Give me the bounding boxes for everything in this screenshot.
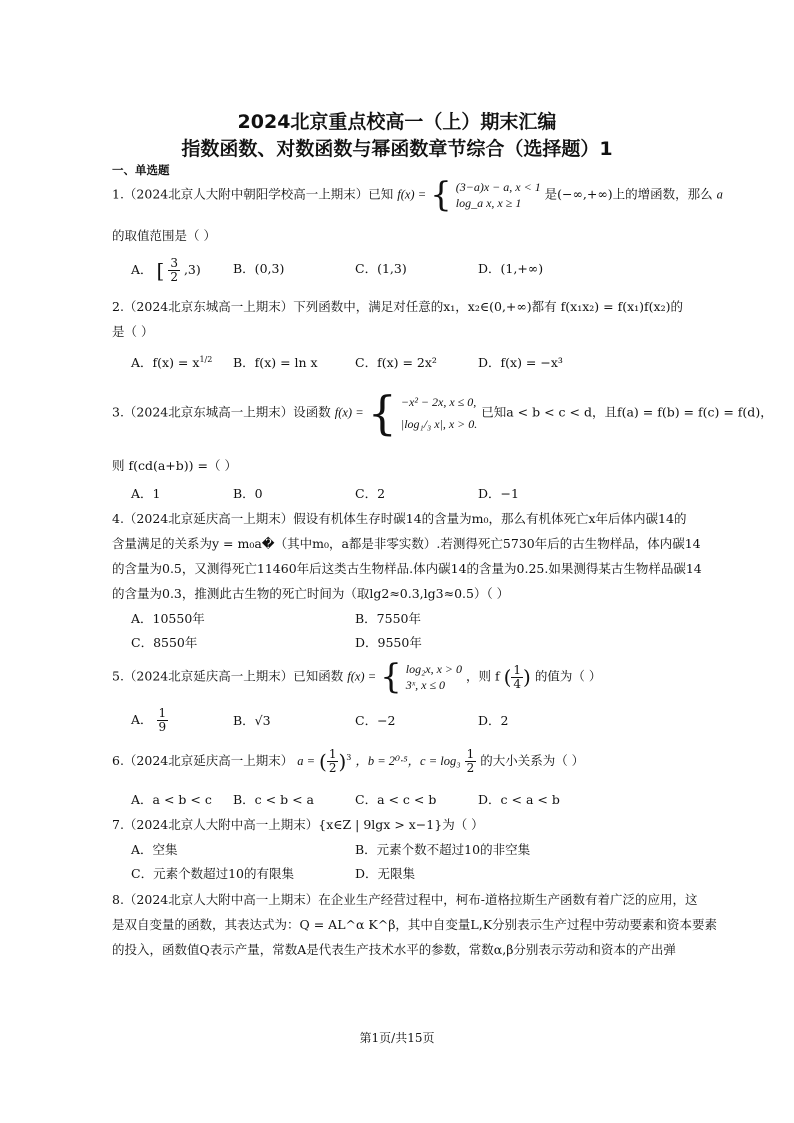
fraction-numerator: 1 xyxy=(466,747,475,761)
question-2-line-2: 是（ ） xyxy=(112,324,154,339)
q5-option-a xyxy=(131,707,168,734)
question-3-line-2: 则 f(cd(a+b)) =（ ） xyxy=(112,458,237,473)
piece-2: |log₁/₃ x|, x > 0. xyxy=(400,417,478,431)
fraction xyxy=(327,748,339,775)
question-1 xyxy=(112,175,723,215)
function-label: f(x) = xyxy=(397,187,427,202)
fraction-denominator: 2 xyxy=(170,270,178,284)
question-4-line-1: 4.（2024北京延庆高一上期末）假设有机体生存时碳14的含量为m₀，那么有机体死亡x年后体内碳14的 xyxy=(112,511,687,526)
fraction-numerator: 1 xyxy=(328,747,337,761)
piecewise-brace: { xyxy=(430,175,452,215)
piece-1: −x² − 2x, x ≤ 0, xyxy=(400,395,477,409)
q7-option-d: D．无限集 xyxy=(355,866,416,881)
question-2: 2.（2024北京东城高一上期末）下列函数中，满足对任意的x₁，x₂∈(0,+∞)都有 f(x₁x₂) = f(x₁)f(x₂)的 xyxy=(112,299,683,314)
expression-a: a = xyxy=(297,754,316,768)
variable-a: a xyxy=(716,187,723,202)
page-number: 第1页/共15页 xyxy=(359,1031,435,1045)
exponent: 3 xyxy=(346,752,352,762)
exponent: 1/2 xyxy=(199,354,213,364)
piecewise-definition xyxy=(406,661,462,693)
piece-2: 3ˣ, x ≤ 0 xyxy=(405,678,446,692)
question-5-mid: ，则 f xyxy=(466,668,500,684)
fraction xyxy=(157,707,169,734)
question-4-line-3: 的含量为0.5，又测得死亡11460年后这类古生物样品.体内碳14的含量为0.25.如果测得某古生物样品碳14 xyxy=(112,561,702,576)
q3-option-d: D．−1 xyxy=(478,486,519,501)
question-6-prefix: 6.（2024北京延庆高一上期末） xyxy=(112,753,294,768)
q3-option-c: C．2 xyxy=(355,486,386,501)
piecewise-definition xyxy=(456,179,541,211)
q1-option-d: D．(1,+∞) xyxy=(478,261,544,276)
q4-option-d: D．9550年 xyxy=(355,635,422,650)
question-1-prefix: 1.（2024北京人大附中朝阳学校高一上期末）已知 xyxy=(112,186,394,202)
question-5-suffix: 的值为（ ） xyxy=(534,668,602,684)
q4-option-b: B．7550年 xyxy=(355,611,421,626)
bracket: [ xyxy=(156,258,165,283)
q2-option-a xyxy=(131,353,212,371)
question-5-prefix: 5.（2024北京延庆高一上期末）已知函数 xyxy=(112,668,344,684)
option-rest: ,3) xyxy=(183,262,201,277)
q5-option-d: D．2 xyxy=(478,713,509,728)
fraction-denominator: 2 xyxy=(328,761,337,775)
q4-option-a: A．10550年 xyxy=(131,611,205,626)
question-6-suffix: 的大小关系为（ ） xyxy=(480,753,585,768)
q1-option-b: B．(0,3) xyxy=(233,261,285,276)
document-subtitle: 指数函数、对数函数与幂函数章节综合（选择题）1 xyxy=(181,138,613,160)
question-1-suffix: 是(−∞,+∞)上的增函数，那么 xyxy=(544,186,713,202)
fraction-numerator: 1 xyxy=(158,706,167,720)
q6-option-c: C．a < c < b xyxy=(355,792,437,807)
q4-option-c: C．8550年 xyxy=(131,635,198,650)
question-4-line-2: 含量满足的关系为y = m₀a�（其中m₀，a都是非零实数）.若测得死亡5730年后的古生物样品，体内碳14 xyxy=(112,536,701,551)
question-8-line-2: 是双自变量的函数，其表达式为：Q = AL^α K^β，其中自变量L,K分别表示生产过程中劳动要素和资本要素 xyxy=(112,917,718,932)
question-1-line-2: 的取值范围是（ ） xyxy=(112,228,216,243)
piece-2: log_a x, x ≥ 1 xyxy=(455,196,522,210)
piece-1: log₂x, x > 0 xyxy=(405,662,463,676)
question-4-line-4: 的含量为0.3，推测此古生物的死亡时间为（取lg2≈0.3,lg3≈0.5）（ ） xyxy=(112,586,510,601)
piecewise-brace: { xyxy=(380,657,402,697)
piecewise-definition xyxy=(401,391,477,435)
question-3-suffix: 已知a < b < c < d，且f(a) = f(b) = f(c) = f(d)， xyxy=(481,404,773,420)
question-6 xyxy=(112,748,584,775)
fraction-numerator: 3 xyxy=(170,256,178,270)
fraction xyxy=(465,748,477,775)
question-8-line-1: 8.（2024北京人大附中高一上期末）在企业生产经营过程中，柯布-道格拉斯生产函数有着广泛的应用，这 xyxy=(112,892,698,907)
paren-right: ) xyxy=(523,665,531,689)
q1-option-c: C．(1,3) xyxy=(355,261,407,276)
fraction-denominator: 4 xyxy=(513,676,522,691)
q6-option-b: B．c < b < a xyxy=(233,792,314,807)
piecewise-brace: { xyxy=(367,386,397,440)
q7-option-b: B．元素个数不超过10的非空集 xyxy=(355,842,531,857)
q7-option-c: C．元素个数超过10的有限集 xyxy=(131,866,294,881)
question-8-line-3: 的投入，函数值Q表示产量，常数A是代表生产技术水平的参数，常数α,β分别表示劳动和资本的产出弹 xyxy=(112,942,676,957)
option-text: A．f(x) = x xyxy=(131,355,200,370)
q2-option-d: D．f(x) = −x³ xyxy=(478,355,563,370)
q7-option-a: A．空集 xyxy=(131,842,178,857)
q6-option-a: A．a < b < c xyxy=(131,792,212,807)
option-label: A． xyxy=(131,712,153,727)
q2-option-c: C．f(x) = 2x² xyxy=(355,355,437,370)
q5-option-b: B．√3 xyxy=(233,713,271,728)
paren-left: ( xyxy=(503,665,512,689)
piece-1: (3−a)x − a, x < 1 xyxy=(455,180,541,194)
option-label: A． xyxy=(131,262,153,277)
question-3 xyxy=(112,386,773,440)
q3-option-a: A．1 xyxy=(131,486,161,501)
paren-right: ) xyxy=(338,749,347,774)
document-title: 2024北京重点校高一（上）期末汇编 xyxy=(237,111,557,133)
q5-option-c: C．−2 xyxy=(355,713,396,728)
question-5 xyxy=(112,657,602,697)
fraction-numerator: 1 xyxy=(513,662,522,677)
q2-option-b: B．f(x) = ln x xyxy=(233,355,318,370)
q3-option-b: B．0 xyxy=(233,486,263,501)
question-7: 7.（2024北京人大附中高一上期末）{x∈Z | 9lgx > x−1}为（ ） xyxy=(112,817,484,832)
fraction xyxy=(511,664,523,691)
section-heading: 一、单选题 xyxy=(112,163,170,177)
function-label: f(x) = xyxy=(347,669,377,684)
fraction-denominator: 9 xyxy=(158,720,167,734)
expression-b-c: ，b = 2⁰·⁵，c = log₃ xyxy=(355,754,461,768)
paren-left: ( xyxy=(319,749,327,774)
function-label: f(x) = xyxy=(334,405,364,420)
q6-option-d: D．c < a < b xyxy=(478,792,560,807)
question-3-prefix: 3.（2024北京东城高一上期末）设函数 xyxy=(112,404,331,420)
fraction xyxy=(168,257,180,284)
q1-option-a xyxy=(131,257,201,284)
fraction-denominator: 2 xyxy=(466,761,475,775)
